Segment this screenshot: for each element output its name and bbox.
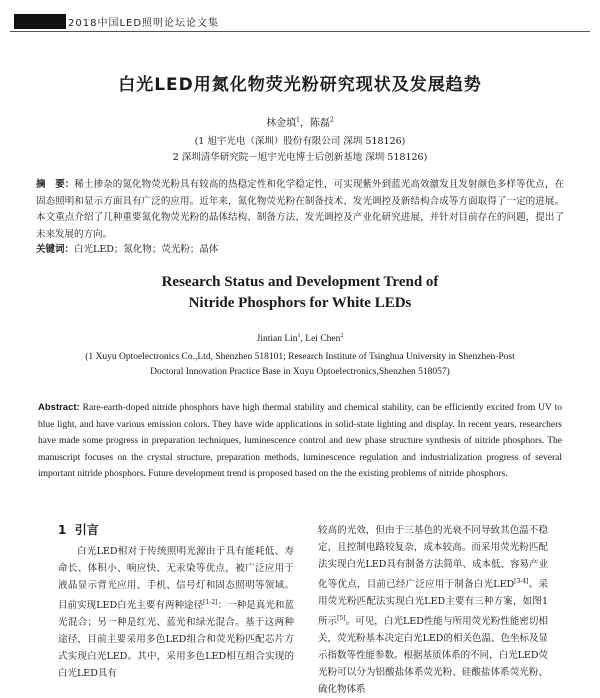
affiliation-cn-2: 2 深圳清华研究院－旭宇光电博士后创新基地 深圳 518126) bbox=[172, 152, 428, 163]
keywords-cn-label: 关键词： bbox=[36, 244, 75, 255]
affiliation-en-2: Doctoral Innovation Practice Base in Xuyu Optoelectronics,Shenzhen 518057) bbox=[150, 367, 450, 377]
section-1-number: 1 bbox=[58, 523, 67, 537]
abstract-cn-text: 稀土掺杂的氮化物荧光粉具有较高的热稳定性和化学稳定性，可实现紫外到蓝光高效激发且发射颜色多样等优点，在固态照明和显示方面具有广泛的应用。近年来，氮化物荧光粉在制备技术、发光调控及新结构合成等方面取得了一定的进展。本文重点介绍了几种重要氮化物荧光粉的晶体结构、制备方法、发光调控及产业化研究进展，并针对目前存在的问题，提出了未来发展的方向。 bbox=[36, 179, 564, 240]
abstract-english bbox=[38, 400, 562, 483]
body-column-left bbox=[58, 543, 294, 682]
author-1-cn: 林金填 bbox=[266, 118, 297, 129]
header-rule bbox=[10, 31, 590, 32]
keywords-chinese bbox=[36, 241, 564, 255]
author-1-en-sup: 1 bbox=[297, 333, 301, 339]
abstract-chinese bbox=[36, 177, 564, 243]
title-en-line-2: Nitride Phosphors for White LEDs bbox=[188, 295, 412, 311]
running-header: 2018中国LED照明论坛论文集 bbox=[68, 18, 220, 29]
author-2-cn-sup: 2 bbox=[330, 116, 334, 124]
affiliation-cn-1: (1 旭宇光电（深圳）股份有限公司 深圳 518126) bbox=[194, 136, 406, 147]
author-2-cn: ，陈磊 bbox=[300, 118, 330, 129]
abstract-en-label: Abstract: bbox=[38, 402, 80, 413]
title-chinese: 白光LED用氮化物荧光粉研究现状及发展趋势 bbox=[118, 75, 482, 95]
body-right-cite-1: [3-4] bbox=[514, 578, 529, 585]
authors-english bbox=[0, 333, 600, 344]
body-left-p2: ：一种是真光和蓝光混合；另一种是红光、蓝光和绿光混合。基于这两种途径，目前主要采用多色LED组合和荧光粉匹配芯片方式实现白光LED。其中，采用多色LED相互组合实现的白光LED具有 bbox=[58, 600, 294, 680]
body-left-p1: 白光LED相对于传统照明光源由于具有能耗低、寿命长、体积小、响应快、无汞染等优点，被广泛应用于液晶显示背光应用、手机、信号灯和固态照明等领域。目前实现LED白光主要有两种途径 bbox=[58, 546, 294, 612]
section-1-title: 引言 bbox=[74, 523, 99, 537]
title-en-line-1: Research Status and Development Trend of bbox=[161, 274, 439, 290]
abstract-cn-label: 摘 要： bbox=[36, 179, 75, 190]
abstract-en-text: Rare-earth-doped nitride phosphors have high thermal stability and chemical stability, can be efficiently excited from UV to blue light, and have various emission colors. They have wide applications in solid-state lighting and display. In recent years, researchers have made some progress in preparation techniques, luminescence control and new phase structure synthesis of nitride phosphors. The manuscript focuses on the crystal structure, preparation methods, luminescence regulation and industrialization progress of several important nitride phosphors. Future development trend is proposed based on the the existing problems of nitride phosphors. bbox=[38, 403, 563, 479]
body-left-cite-1: [1-2] bbox=[203, 599, 218, 606]
body-right-p3: 。可见，白光LED性能与所用荧光粉性能密切相关，荧光粉基本决定白光LED的相关色温、色坐标及显示指数等性能参数。根据基质体系的不同，白光LED荧光粉可以分为铝酸盐体系荧光粉、硅酸盐体系荧光粉、硫化物体系 bbox=[318, 616, 548, 696]
affiliation-english bbox=[40, 350, 560, 380]
section-1-heading bbox=[58, 521, 99, 538]
body-column-right bbox=[318, 522, 548, 698]
keywords-cn-text: 白光LED；氮化物；荧光粉；晶体 bbox=[74, 244, 219, 255]
author-1-cn-sup: 1 bbox=[296, 116, 300, 124]
author-2-en-sup: 2 bbox=[340, 333, 344, 339]
body-right-p1: 较高的光效，但由于三基色的光衰不同导致其色温不稳定，且控制电路较复杂，成本较高。而采用荧光粉匹配法实现白光LED具有制备方法简单、成本低、容易产业化等优点，目前已经广泛应用于制备白光LED bbox=[318, 525, 548, 591]
body-right-cite-2: [5] bbox=[337, 615, 346, 623]
authors-chinese bbox=[0, 114, 600, 129]
title-english bbox=[0, 272, 600, 314]
author-1-en: Jintian Lin bbox=[256, 334, 298, 345]
author-2-en: , Lei Chen bbox=[300, 334, 341, 345]
affiliation-en-1: (1 Xuyu Optoelectronics Co.,Ltd, Shenzhen 518101; Research Institute of Tsinghua University in Shenzhen-Post bbox=[85, 352, 515, 362]
body-right-p2: 。采用荧光粉匹配法实现白光LED主要有三种方案，如图1所示 bbox=[318, 579, 548, 628]
header-redaction-bar bbox=[14, 14, 66, 29]
